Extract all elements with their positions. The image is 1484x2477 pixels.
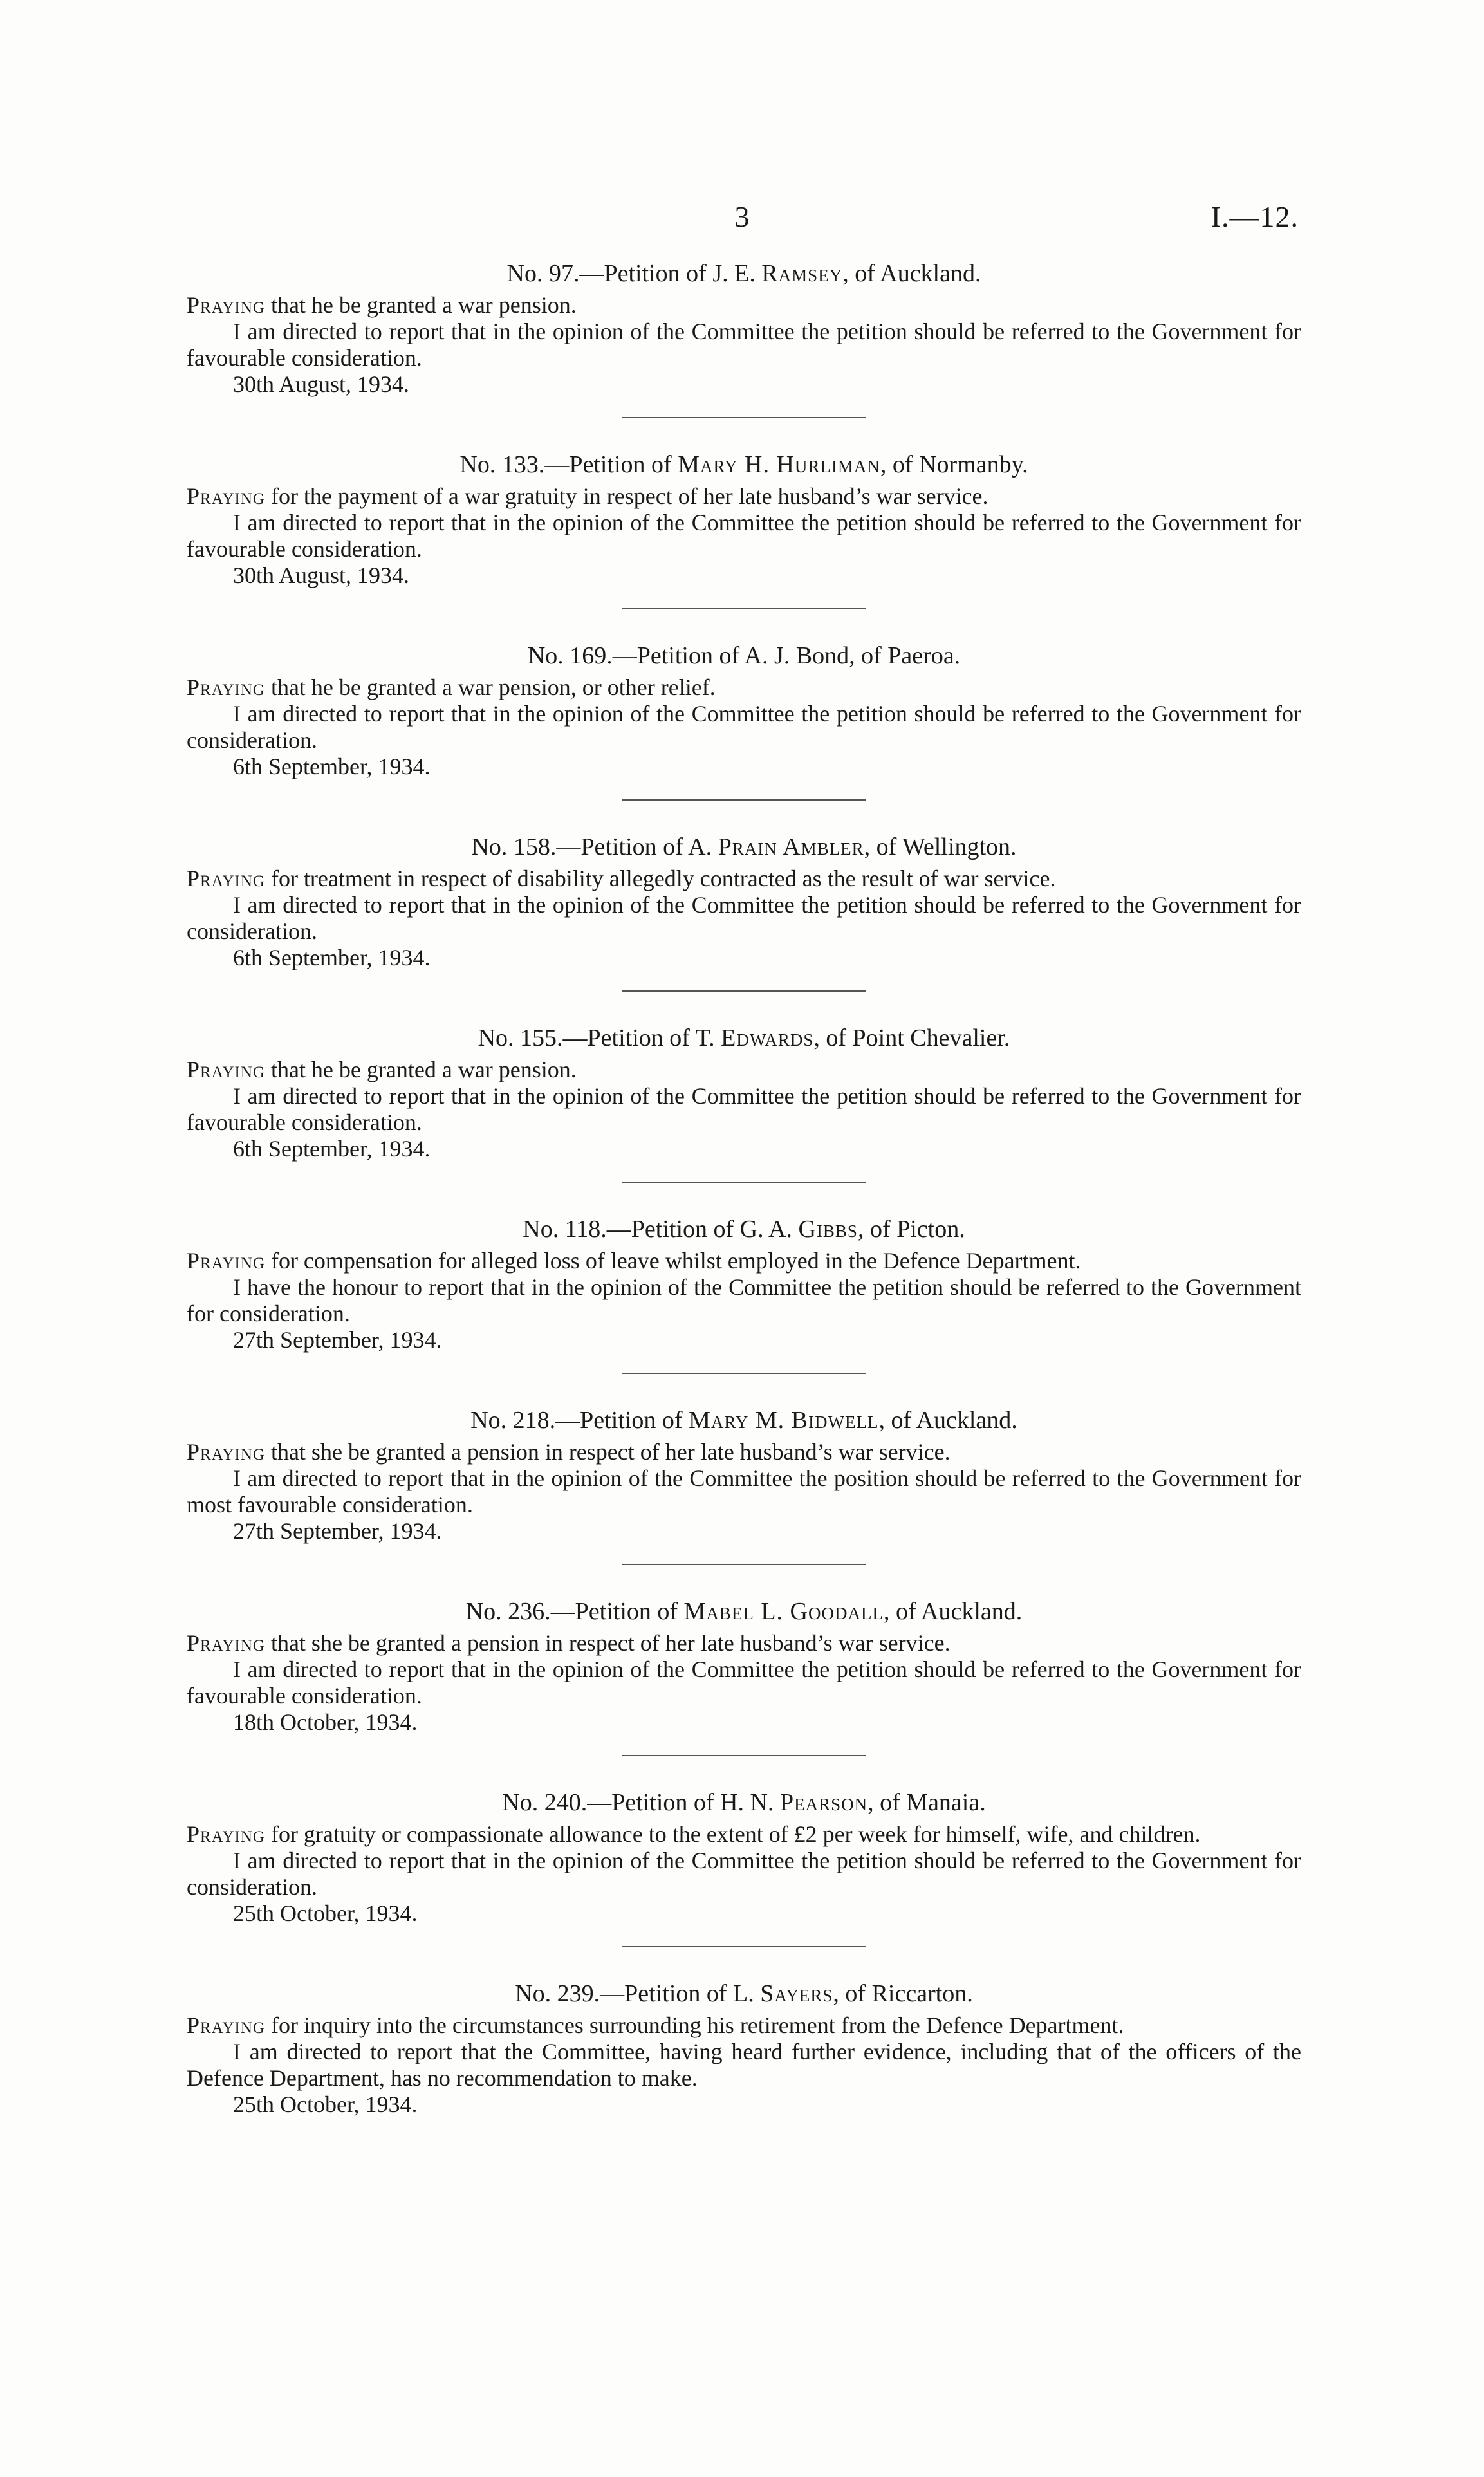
committee-report: I am directed to report that in the opinion of the Committee the petition should be referred to the Government for favourable consideration. [187, 510, 1301, 562]
petition-entry [187, 1025, 1301, 1162]
petition-heading: No. 239.—Petition of L. Sayers, of Riccarton. [515, 1980, 973, 2007]
committee-report: I am directed to report that in the opinion of the Committee the position should be referred to the Government for most favourable consideration. [187, 1465, 1301, 1517]
petition-heading: No. 218.—Petition of Mary M. Bidwell, of Auckland. [470, 1407, 1017, 1434]
committee-report: I am directed to report that in the opinion of the Committee the petition should be referred to the Government for favourable consideration. [187, 1083, 1301, 1135]
section-divider [622, 1755, 866, 1756]
document-reference: I.—12. [1210, 200, 1299, 233]
petition-entry [187, 834, 1301, 971]
petition-prayer: Praying that she be granted a pension in respect of her late husband’s war service. [187, 1439, 951, 1465]
report-date: 6th September, 1934. [233, 1136, 431, 1162]
report-date: 27th September, 1934. [233, 1327, 442, 1353]
petition-entry [187, 1981, 1301, 2118]
section-divider [622, 1182, 866, 1183]
petition-heading: No. 133.—Petition of Mary H. Hurliman, of Normanby. [459, 451, 1028, 478]
petition-prayer: Praying that she be granted a pension in respect of her late husband’s war service. [187, 1630, 951, 1656]
report-date: 6th September, 1934. [233, 945, 431, 970]
section-divider [622, 990, 866, 992]
section-divider [622, 799, 866, 801]
petition-prayer: Praying that he be granted a war pension. [187, 1057, 577, 1082]
report-date: 6th September, 1934. [233, 754, 431, 779]
committee-report: I am directed to report that in the opinion of the Committee the petition should be referred to the Government for favourable consideration. [187, 319, 1301, 371]
petition-heading: No. 158.—Petition of A. Prain Ambler, of Wellington. [471, 833, 1017, 860]
page-number: 3 [734, 200, 750, 233]
report-date: 18th October, 1934. [233, 1709, 418, 1735]
petition-entry [187, 261, 1301, 398]
report-date: 25th October, 1934. [233, 2092, 418, 2117]
report-date: 30th August, 1934. [233, 371, 410, 397]
petitions-list [187, 261, 1301, 2118]
section-divider [622, 608, 866, 609]
petition-prayer: Praying for treatment in respect of disability allegedly contracted as the result of war service. [187, 866, 1056, 891]
petition-prayer: Praying for compensation for alleged loss of leave whilst employed in the Defence Department. [187, 1248, 1081, 1274]
report-date: 27th September, 1934. [233, 1518, 442, 1544]
petition-heading: No. 97.—Petition of J. E. Ramsey, of Auckland. [506, 260, 981, 287]
petition-heading: No. 240.—Petition of H. N. Pearson, of Manaia. [502, 1789, 986, 1816]
report-date: 25th October, 1934. [233, 1900, 418, 1926]
petition-heading: No. 169.—Petition of A. J. Bond, of Paeroa. [527, 642, 961, 669]
petition-heading: No. 155.—Petition of T. Edwards, of Point Chevalier. [478, 1025, 1010, 1052]
petition-prayer: Praying for gratuity or compassionate allowance to the extent of £2 per week for himself, wife, and children. [187, 1821, 1201, 1847]
committee-report: I am directed to report that in the opinion of the Committee the petition should be referred to the Government for consideration. [187, 701, 1301, 753]
petition-entry [187, 1216, 1301, 1353]
petition-entry [187, 452, 1301, 589]
section-divider [622, 1373, 866, 1374]
petition-prayer: Praying for the payment of a war gratuity in respect of her late husband’s war service. [187, 483, 988, 509]
petition-heading: No. 118.—Petition of G. A. Gibbs, of Picton. [523, 1216, 965, 1243]
petition-prayer: Praying that he be granted a war pension. [187, 292, 577, 318]
petition-entry [187, 1599, 1301, 1736]
petition-prayer: Praying for inquiry into the circumstances surrounding his retirement from the Defence Department. [187, 2012, 1124, 2038]
section-divider [622, 417, 866, 418]
petition-prayer: Praying that he be granted a war pension, or other relief. [187, 674, 716, 700]
committee-report: I have the honour to report that in the opinion of the Committee the petition should be referred to the Government for consideration. [187, 1274, 1301, 1326]
petition-entry [187, 1407, 1301, 1545]
section-divider [622, 1564, 866, 1565]
committee-report: I am directed to report that in the opinion of the Committee the petition should be referred to the Government for consideration. [187, 1848, 1301, 1900]
petition-heading: No. 236.—Petition of Mabel L. Goodall, of Auckland. [465, 1598, 1023, 1625]
petition-entry [187, 643, 1301, 780]
committee-report: I am directed to report that in the opinion of the Committee the petition should be referred to the Government for favourable consideration. [187, 1656, 1301, 1709]
report-date: 30th August, 1934. [233, 562, 410, 588]
committee-report: I am directed to report that the Committee, having heard further evidence, including that of the officers of the Defence Department, has no recommendation to make. [187, 2039, 1301, 2091]
section-divider [622, 1946, 866, 1947]
committee-report: I am directed to report that in the opinion of the Committee the petition should be referred to the Government for consideration. [187, 892, 1301, 944]
petition-entry [187, 1790, 1301, 1927]
